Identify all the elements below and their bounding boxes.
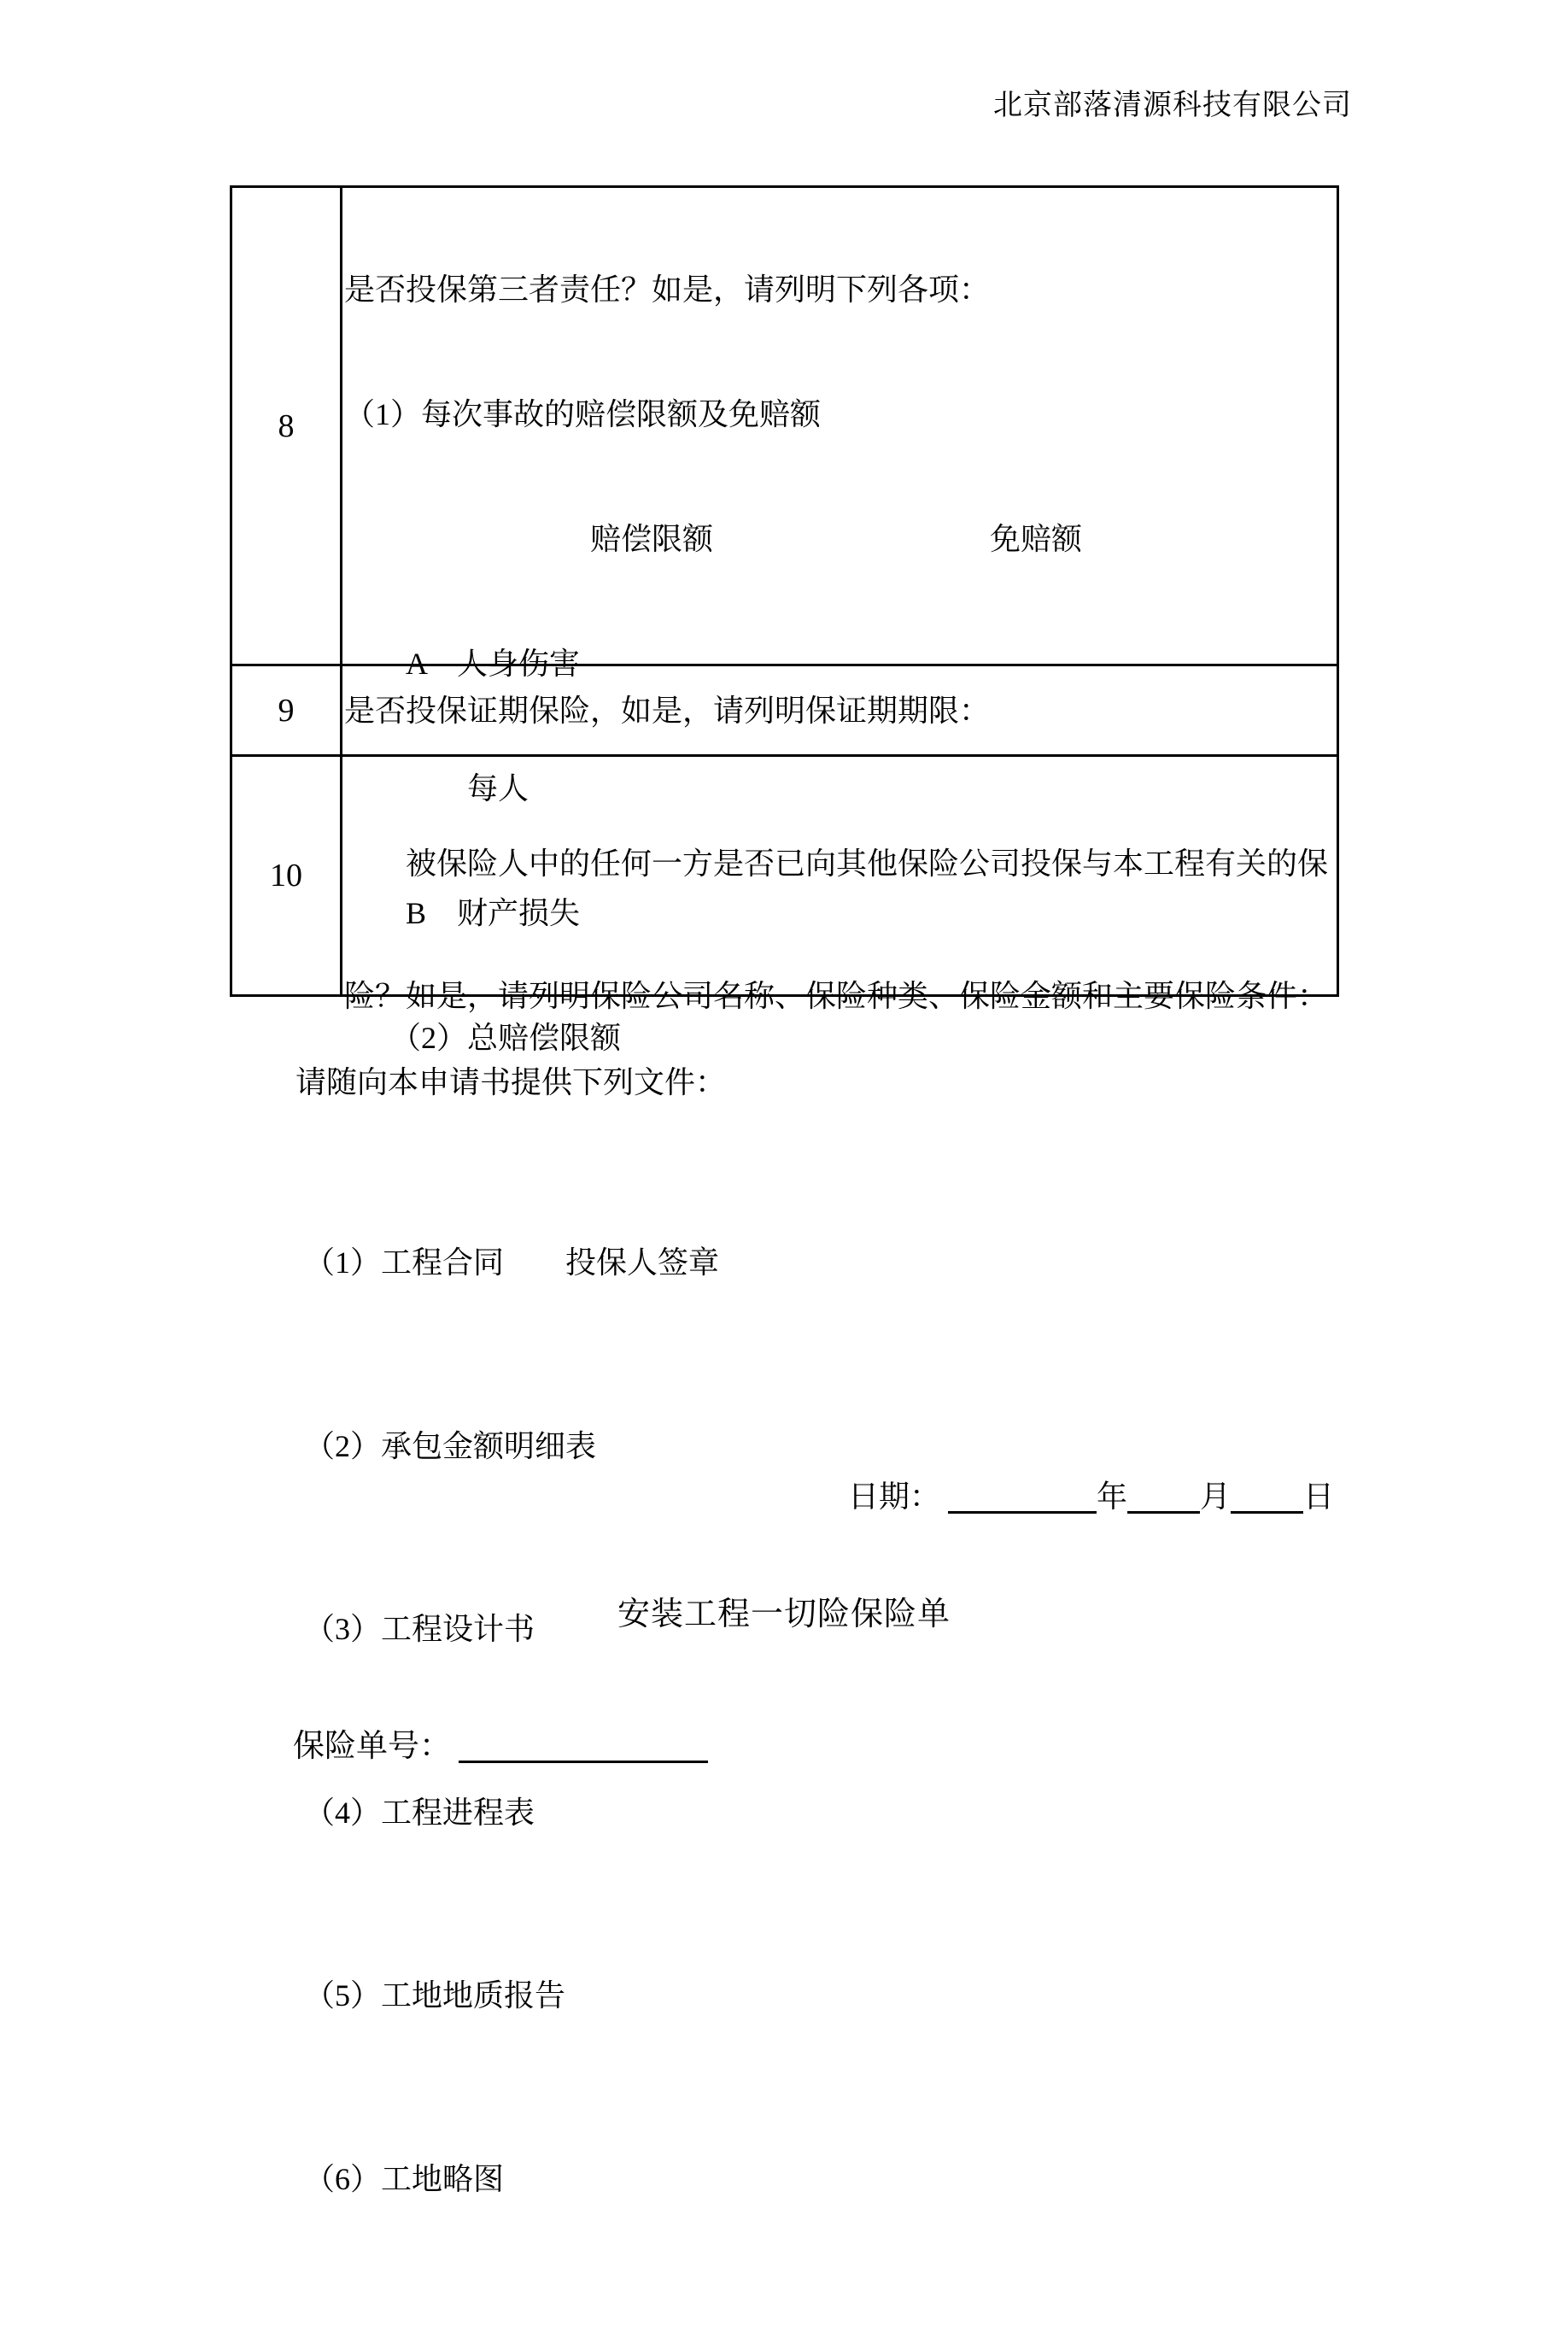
document-title: 安装工程一切险保险单 <box>617 1597 951 1632</box>
month-blank-line <box>1127 1503 1200 1514</box>
attachment-item: （4）工程进程表 <box>304 1795 535 1830</box>
cell-text-line: 每人 <box>344 771 529 806</box>
attachment-item: （3）工程设计书 <box>304 1612 535 1646</box>
attachment-item: （2）承包金额明细表 <box>304 1428 597 1463</box>
cell-text-line: 是否投保证期保险，如是，请列明保证期期限： <box>344 693 991 728</box>
row-number: 8 <box>232 188 342 664</box>
row-content <box>342 757 1337 1013</box>
cell-text-line: （1）每次事故的赔偿限额及免赔额 <box>344 397 822 431</box>
year-label: 年 <box>1097 1479 1128 1514</box>
insurance-question-table <box>230 185 1339 1055</box>
attachments-intro: 请随向本申请书提供下列文件： <box>295 1065 727 1099</box>
cell-text-line: 是否投保第三者责任？如是，请列明下列各项： <box>344 272 991 307</box>
row-number: 9 <box>232 666 342 754</box>
attachment-item: （1）工程合同 投保人签章 <box>304 1245 720 1280</box>
policy-number-line <box>293 1728 708 1766</box>
cell-text-line: A 人身伤害 <box>344 647 581 681</box>
row-number: 10 <box>232 757 342 994</box>
policy-number-label: 保险单号： <box>293 1729 459 1764</box>
company-header: 北京部落清源科技有限公司 <box>993 90 1352 121</box>
date-label: 日期： <box>848 1479 949 1514</box>
day-blank-line <box>1231 1503 1303 1514</box>
table-row-10 <box>232 754 1337 1013</box>
table-row-9 <box>232 664 1337 754</box>
month-label: 月 <box>1200 1479 1232 1514</box>
cell-text-line: （2）总赔偿限额 <box>344 1021 622 1055</box>
cell-text-line: 被保险人中的任何一方是否已向其他保险公司投保与本工程有关的保 <box>344 847 1329 881</box>
attachment-item: （6）工地略图 <box>304 2161 505 2196</box>
cell-text-line: 赔偿限额 免赔额 <box>344 522 1083 556</box>
row-content <box>342 666 1337 754</box>
cell-text-line: 险？如是，请列明保险公司名称、保险种类、保险金额和主要保险条件： <box>344 979 1329 1013</box>
attachments-list <box>304 1110 719 2332</box>
cell-text-line: B 财产损失 <box>344 896 581 930</box>
day-label: 日 <box>1303 1479 1335 1514</box>
date-line <box>848 1479 1334 1515</box>
attachment-item: （5）工地地质报告 <box>304 1978 566 2013</box>
policy-number-blank <box>459 1752 708 1763</box>
year-blank-line <box>948 1503 1097 1514</box>
